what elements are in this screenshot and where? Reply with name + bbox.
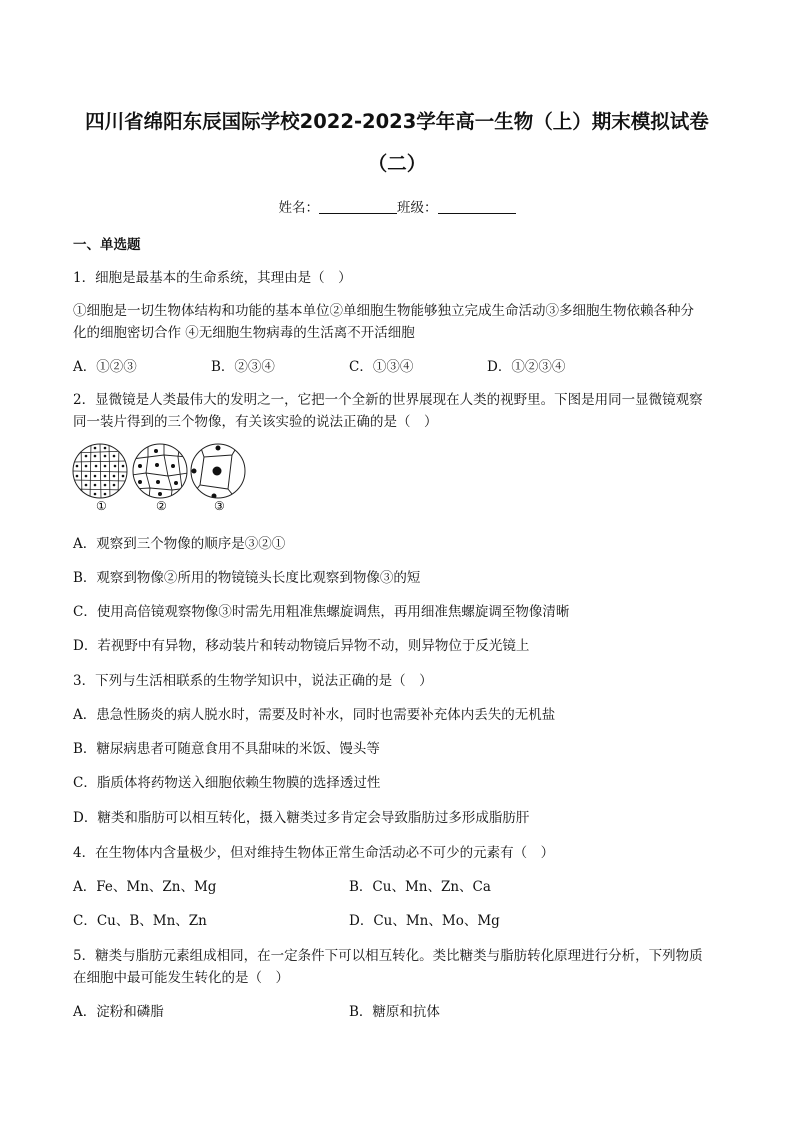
q1-option-d: D．①②③④ (487, 359, 566, 375)
q4-option-c: C．Cu、B、Mn、Zn (73, 913, 207, 929)
section-title: 一、单选题 (73, 237, 141, 253)
class-label: 班级： (397, 200, 438, 216)
name-blank[interactable] (319, 200, 397, 214)
q2-option-b: B．观察到物像②所用的物镜镜头长度比观察到物像③的短 (73, 570, 421, 586)
q3-option-b: B．糖尿病患者可随意食用不具甜味的米饭、馒头等 (73, 741, 380, 757)
q3-stem: 3．下列与生活相联系的生物学知识中，说法正确的是（ ） (73, 673, 433, 689)
exam-title-line2: （二） (367, 152, 427, 175)
microscope-view-3 (191, 444, 245, 499)
q2-option-c: C．使用高倍镜观察物像③时需先用粗准焦螺旋调焦，再用细准焦螺旋调至物像清晰 (73, 604, 570, 620)
microscope-view-2 (132, 443, 188, 499)
student-info (0, 196, 794, 216)
q1-option-b: B．②③④ (211, 359, 275, 375)
q4-stem: 4．在生物体内含量极少，但对维持生物体正常生命活动必不可少的元素有（ ） (73, 845, 555, 861)
q5-stem-line2: 在细胞中最可能发生转化的是（ ） (73, 970, 289, 986)
q2-option-a: A．观察到三个物像的顺序是③②① (73, 536, 286, 552)
q3-option-c: C．脂质体将药物送入细胞依赖生物膜的选择透过性 (73, 775, 381, 791)
figure-label-1: ① (96, 499, 107, 513)
q1-stem: 1．细胞是最基本的生命系统，其理由是（ ） (73, 270, 352, 286)
microscope-view-1 (72, 443, 128, 499)
name-label: 姓名： (278, 200, 319, 216)
q4-option-d: D．Cu、Mn、Mo、Mg (349, 913, 500, 929)
q5-option-a: A．淀粉和磷脂 (73, 1004, 164, 1020)
q4-option-b: B．Cu、Mn、Zn、Ca (349, 879, 491, 895)
q3-option-d: D．糖类和脂肪可以相互转化，摄入糖类过多肯定会导致脂肪过多形成脂肪肝 (73, 810, 530, 826)
figure-label-3: ③ (214, 499, 225, 513)
figure-label-2: ② (156, 499, 167, 513)
q1-option-a: A．①②③ (73, 359, 137, 375)
q5-stem-line1: 5．糖类与脂肪元素组成相同，在一定条件下可以相互转化。类比糖类与脂肪转化原理进行分析，下列物质 (73, 948, 703, 964)
q5-option-b: B．糖原和抗体 (349, 1004, 440, 1020)
class-blank[interactable] (438, 200, 516, 214)
exam-title-line1: 四川省绵阳东辰国际学校2022-2023学年高一生物（上）期末模拟试卷 (85, 110, 709, 133)
q1-option-c: C．①③④ (349, 359, 414, 375)
microscope-figure (72, 443, 248, 513)
q1-text-line2: 化的细胞密切合作 ④无细胞生物病毒的生活离不开活细胞 (73, 325, 415, 341)
q2-stem-line1: 2．显微镜是人类最伟大的发明之一，它把一个全新的世界展现在人类的视野里。下图是用同一显微镜观察 (73, 392, 703, 408)
q4-option-a: A．Fe、Mn、Zn、Mg (73, 879, 217, 895)
q3-option-a: A．患急性肠炎的病人脱水时，需要及时补水，同时也需要补充体内丢失的无机盐 (73, 707, 556, 723)
q1-text-line1: ①细胞是一切生物体结构和功能的基本单位②单细胞生物能够独立完成生命活动③多细胞生物依赖各种分 (73, 303, 694, 319)
q2-stem-line2: 同一装片得到的三个物像，有关该实验的说法正确的是（ ） (73, 414, 438, 430)
q2-option-d: D．若视野中有异物，移动装片和转动物镜后异物不动，则异物位于反光镜上 (73, 638, 530, 654)
